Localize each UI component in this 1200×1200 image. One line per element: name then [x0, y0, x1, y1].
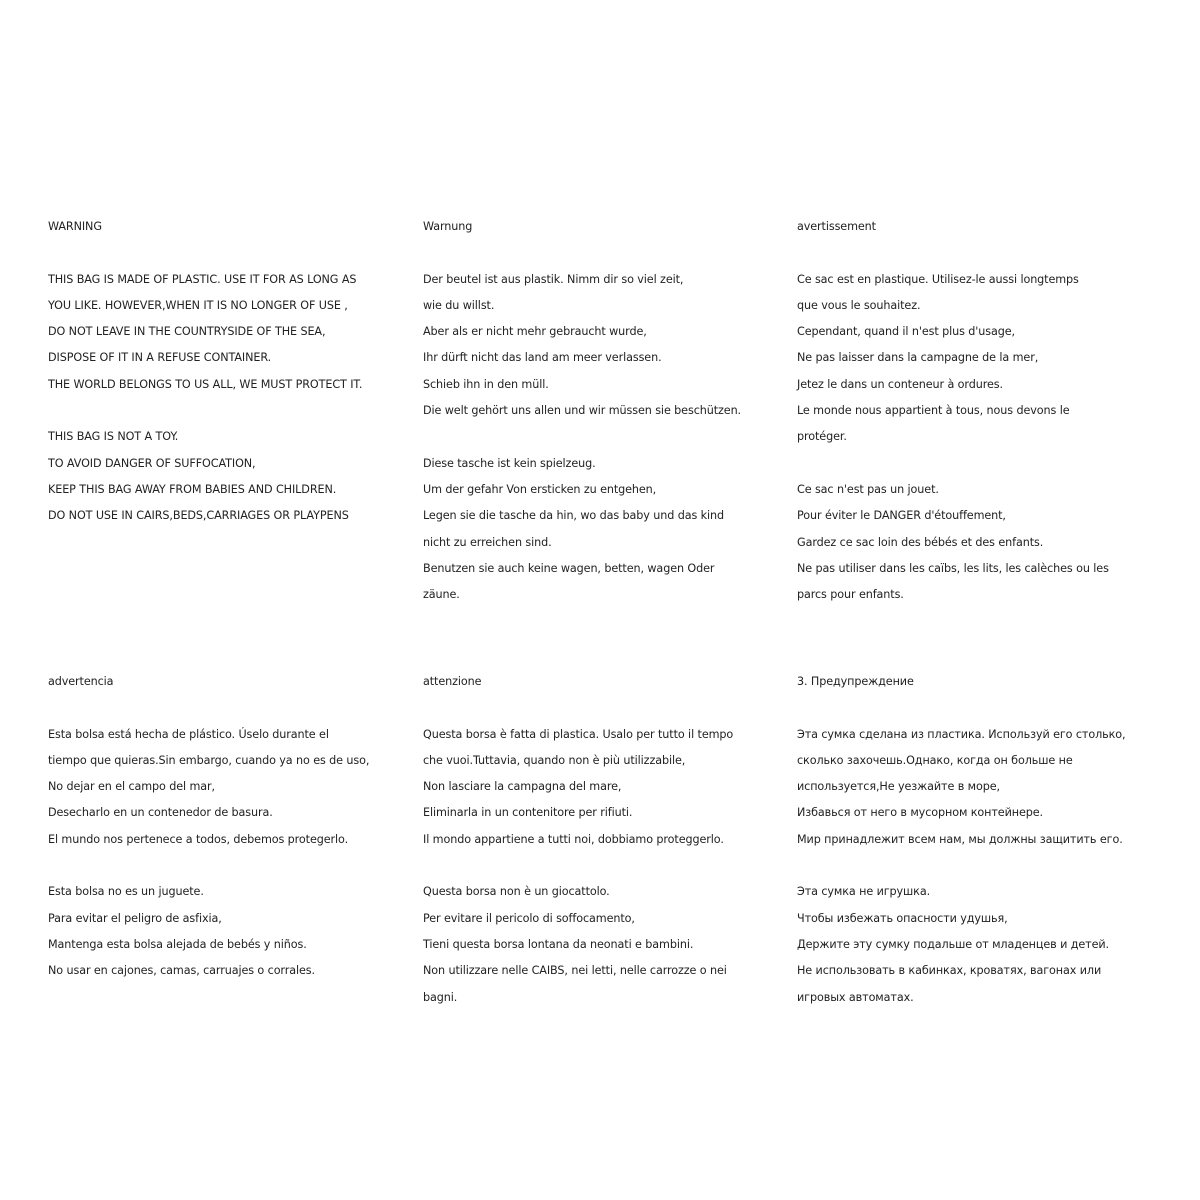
text-line: nicht zu erreichen sind. [423, 535, 552, 549]
text-line: Cependant, quand il n'est plus d'usage, [797, 325, 1015, 339]
text-line: tiempo que quieras.Sin embargo, cuando ya no es de uso, [48, 753, 370, 767]
text-line: Non utilizzare nelle CAIBS, nei letti, nelle carrozze o nei [423, 964, 727, 978]
text-line: Schieb ihn in den müll. [423, 377, 549, 391]
text-line: Держите эту сумку подальше от младенцев и детей. [797, 937, 1109, 951]
text-line: Die welt gehört uns allen und wir müssen sie beschützen. [423, 404, 742, 418]
warning-block-french [797, 214, 1167, 608]
block-title: WARNING [48, 220, 102, 233]
text-line: Ihr dürft nicht das land am meer verlassen. [423, 351, 662, 365]
text-line: Legen sie die tasche da hin, wo das baby und das kind [423, 509, 725, 523]
paragraph-gap [48, 398, 418, 424]
text-line: Para evitar el peligro de asfixia, [48, 911, 222, 925]
paragraph-gap [797, 451, 1167, 477]
text-line: Мир принадлежит всем нам, мы должны защитить его. [797, 832, 1123, 846]
warning-block-italian [423, 669, 793, 1011]
warning-block-english [48, 214, 418, 530]
text-line: Il mondo appartiene a tutti noi, dobbiamo proteggerlo. [423, 832, 724, 846]
text-line: THE WORLD BELONGS TO US ALL, WE MUST PROTECT IT. [48, 377, 363, 391]
paragraph-gap [48, 853, 418, 879]
text-line: Tieni questa borsa lontana da neonati e bambini. [423, 937, 694, 951]
paragraph-gap [423, 853, 793, 879]
text-line: Um der gefahr Von ersticken zu entgehen, [423, 482, 657, 496]
text-line: que vous le souhaitez. [797, 298, 921, 312]
text-line: Der beutel ist aus plastik. Nimm dir so viel zeit, [423, 272, 684, 286]
text-line: Desecharlo en un contenedor de basura. [48, 806, 273, 820]
text-line: No dejar en el campo del mar, [48, 780, 216, 794]
text-line: Jetez le dans un conteneur à ordures. [797, 377, 1003, 391]
text-line: Ce sac n'est pas un jouet. [797, 482, 939, 496]
text-line: Эта сумка сделана из пластика. Используй его столько, [797, 727, 1126, 741]
text-line: Ce sac est en plastique. Utilisez-le aussi longtemps [797, 272, 1079, 286]
text-line: THIS BAG IS MADE OF PLASTIC. USE IT FOR AS LONG AS [48, 272, 357, 286]
text-line: используется,Не уезжайте в море, [797, 780, 1000, 794]
block-title: attenzione [423, 675, 482, 688]
block-title: 3. Предупреждение [797, 675, 914, 688]
warning-block-german [423, 214, 793, 608]
warning-block-russian [797, 669, 1167, 1011]
text-line: Diese tasche ist kein spielzeug. [423, 456, 596, 470]
text-line: Esta bolsa está hecha de plástico. Úselo durante el [48, 727, 329, 741]
text-line: Gardez ce sac loin des bébés et des enfants. [797, 535, 1044, 549]
text-line: parcs pour enfants. [797, 588, 904, 602]
text-line: No usar en cajones, camas, carruajes o corrales. [48, 964, 315, 978]
text-line: El mundo nos pertenece a todos, debemos protegerlo. [48, 832, 349, 846]
text-line: Ne pas utiliser dans les caïbs, les lits, les calèches ou les [797, 561, 1109, 575]
text-line: сколько захочешь.Однако, когда он больше не [797, 753, 1073, 767]
text-line: Aber als er nicht mehr gebraucht wurde, [423, 325, 647, 339]
text-line: Ne pas laisser dans la campagne de la mer, [797, 351, 1039, 365]
block-title: Warnung [423, 220, 473, 233]
text-line: THIS BAG IS NOT A TOY. [48, 430, 179, 444]
text-line: bagni. [423, 990, 458, 1004]
text-line: KEEP THIS BAG AWAY FROM BABIES AND CHILDREN. [48, 482, 337, 496]
text-line: Pour éviter le DANGER d'étouffement, [797, 509, 1006, 523]
text-line: Non lasciare la campagna del mare, [423, 780, 622, 794]
text-line: DO NOT LEAVE IN THE COUNTRYSIDE OF THE SEA, [48, 325, 326, 339]
text-line: Questa borsa non è un giocattolo. [423, 885, 610, 899]
text-line: Per evitare il pericolo di soffocamento, [423, 911, 635, 925]
text-line: Eliminarla in un contenitore per rifiuti. [423, 806, 633, 820]
text-line: zäune. [423, 588, 460, 602]
text-line: Эта сумка не игрушка. [797, 885, 931, 899]
text-line: Questa borsa è fatta di plastica. Usalo per tutto il tempo [423, 727, 734, 741]
text-line: DISPOSE OF IT IN A REFUSE CONTAINER. [48, 351, 272, 365]
text-line: TO AVOID DANGER OF SUFFOCATION, [48, 456, 256, 470]
text-line: Benutzen sie auch keine wagen, betten, wagen Oder [423, 561, 715, 575]
block-title: avertissement [797, 220, 876, 233]
block-title: advertencia [48, 675, 114, 688]
text-line: игровых автоматах. [797, 990, 914, 1004]
text-line: Le monde nous appartient à tous, nous devons le [797, 404, 1070, 418]
text-line: YOU LIKE. HOWEVER,WHEN IT IS NO LONGER OF USE , [48, 298, 348, 312]
text-line: wie du willst. [423, 298, 495, 312]
text-line: che vuoi.Tuttavia, quando non è più utilizzabile, [423, 753, 686, 767]
text-line: Чтобы избежать опасности удушья, [797, 911, 1008, 925]
text-line: DO NOT USE IN CAIRS,BEDS,CARRIAGES OR PLAYPENS [48, 509, 349, 523]
paragraph-gap [423, 424, 793, 450]
text-line: Mantenga esta bolsa alejada de bebés y niños. [48, 937, 307, 951]
text-line: protéger. [797, 430, 847, 444]
warning-block-spanish [48, 669, 418, 985]
text-line: Esta bolsa no es un juguete. [48, 885, 204, 899]
text-line: Не использовать в кабинках, кроватях, вагонах или [797, 964, 1102, 978]
text-line: Избавься от него в мусорном контейнере. [797, 806, 1043, 820]
paragraph-gap [797, 853, 1167, 879]
